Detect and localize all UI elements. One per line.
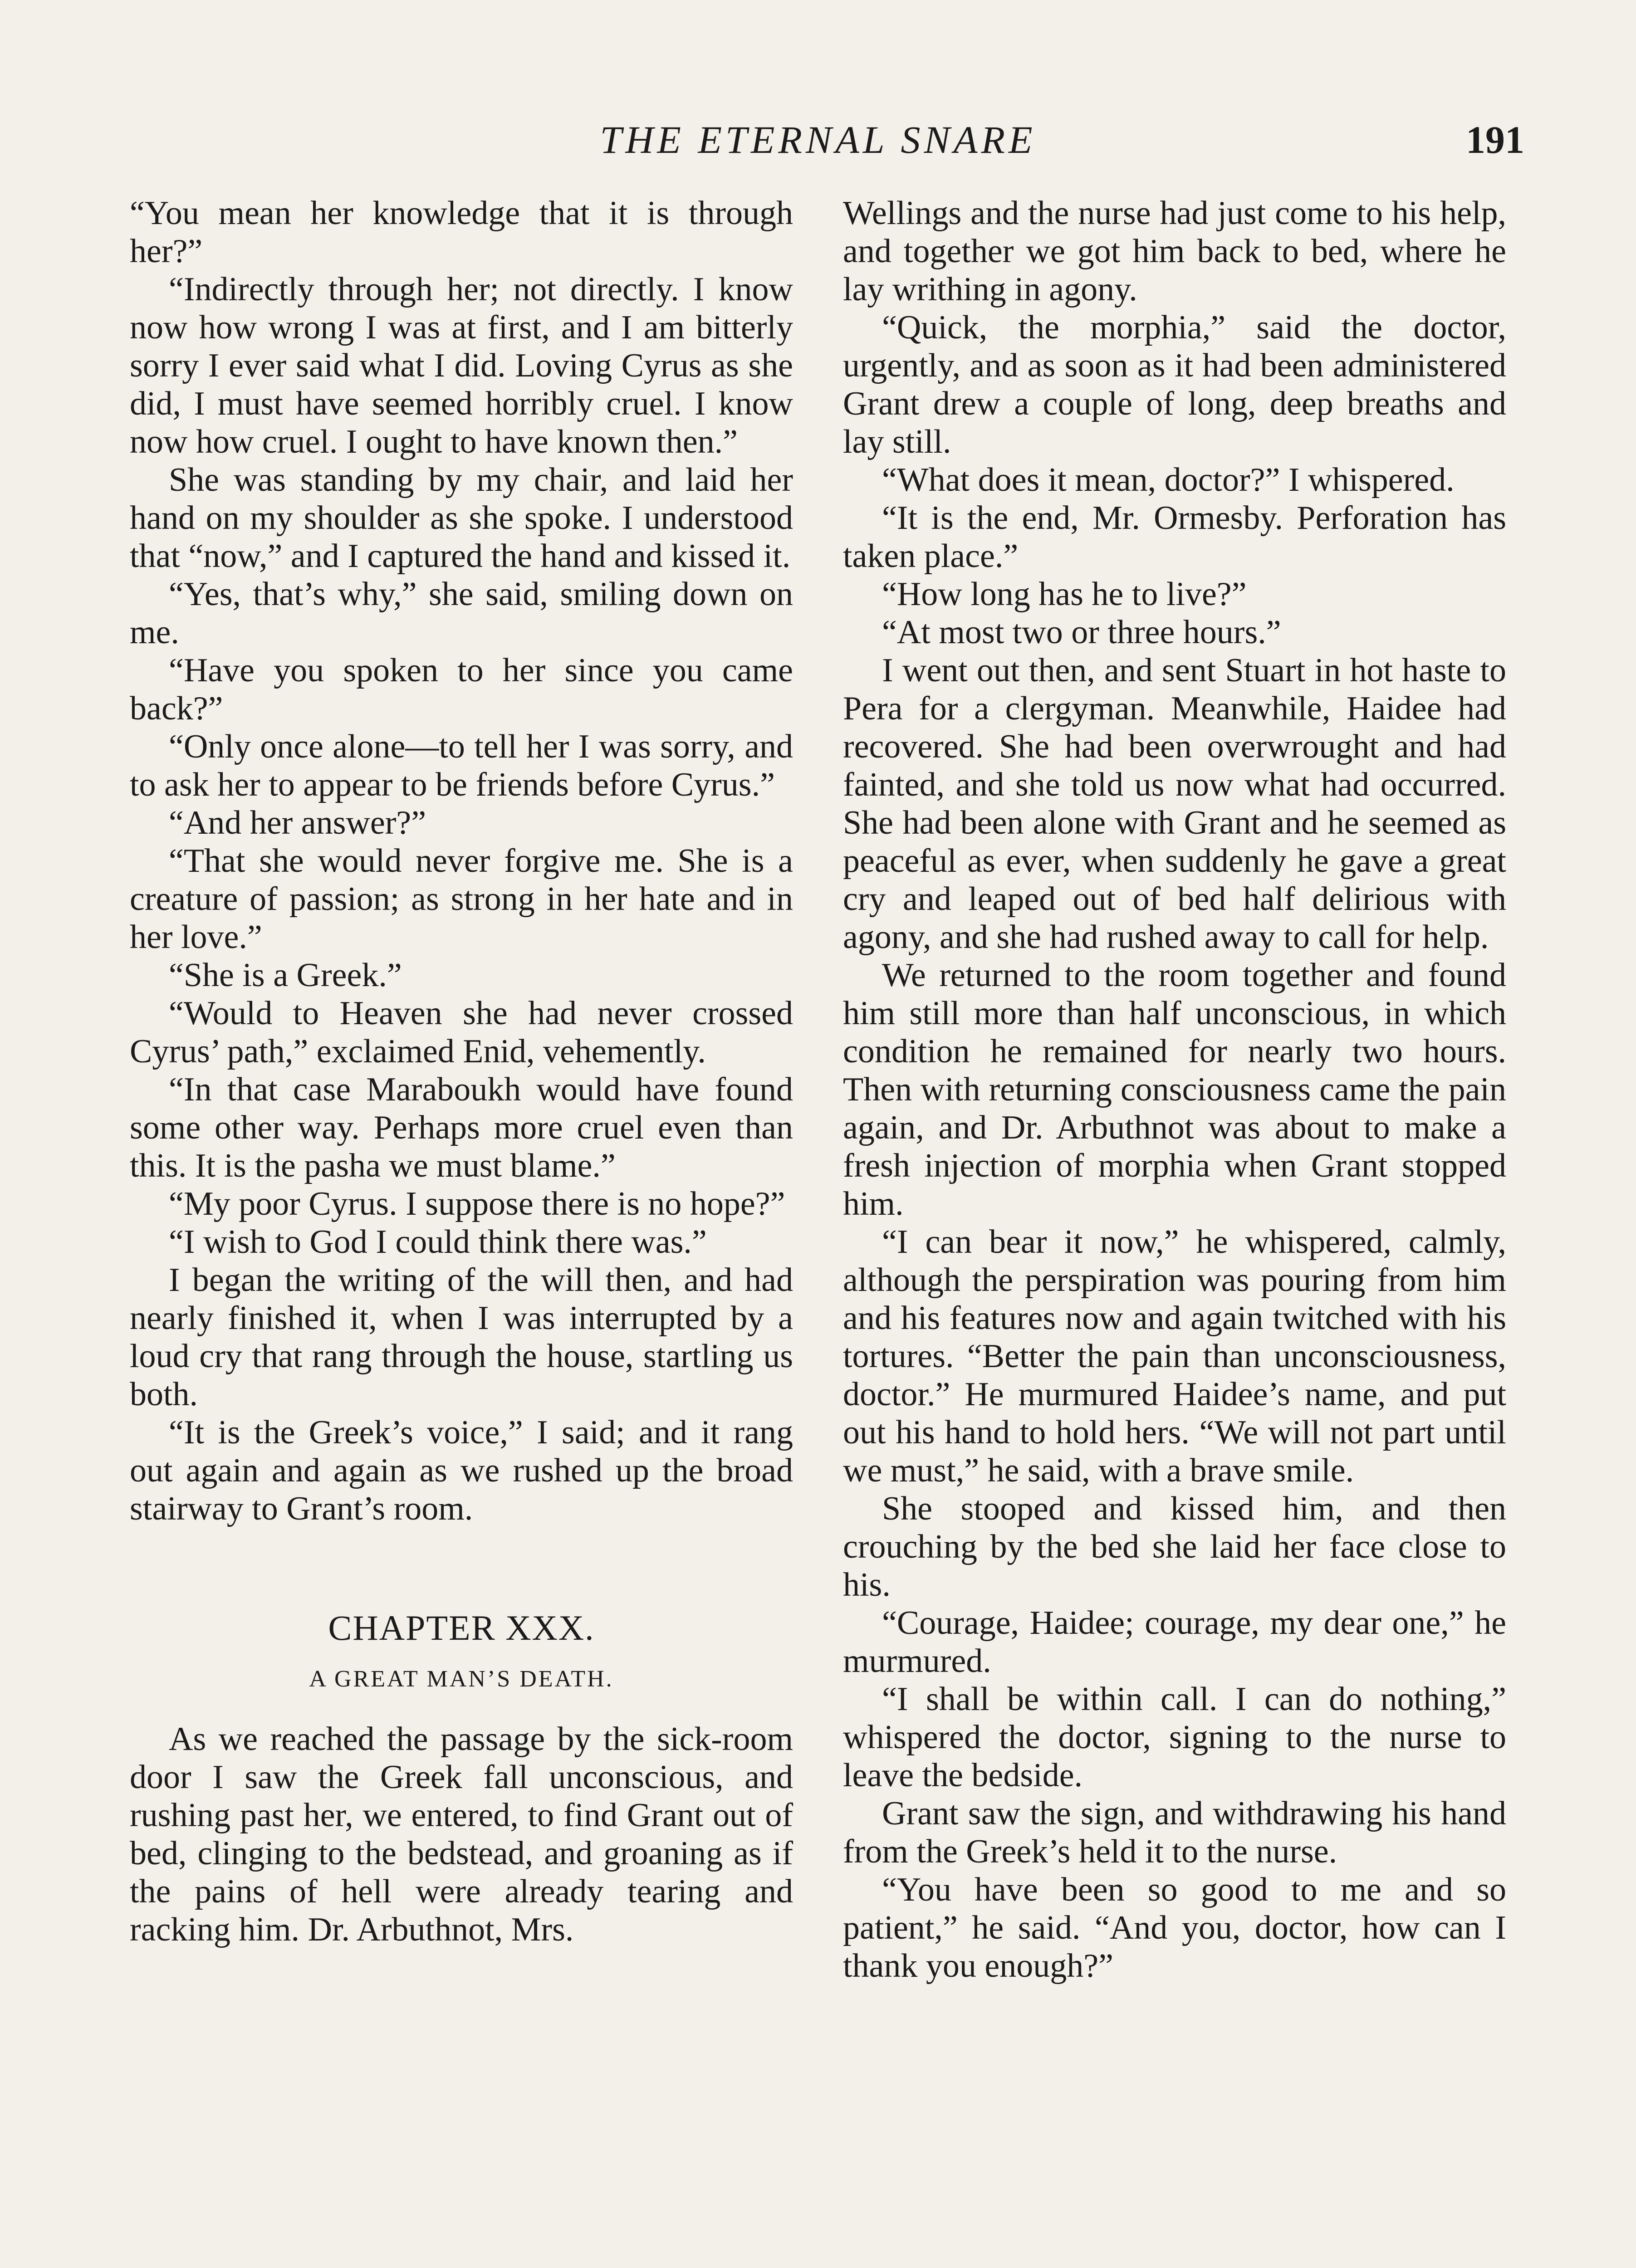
running-title: THE ETERNAL SNARE	[600, 118, 1036, 161]
paragraph: “Have you spoken to her since you came back?”	[130, 652, 793, 727]
paragraph: “She is a Greek.”	[169, 957, 402, 994]
paragraph: She was standing by my chair, and laid her hand on my shoulder as she spoke. I understood that “now,” and I captured the hand and kissed it.	[130, 461, 793, 575]
paragraph: She stooped and kissed him, and then crouching by the bed she laid her face close to his.	[843, 1490, 1506, 1603]
paragraph: I went out then, and sent Stuart in hot haste to Pera for a clergyman. Meanwhile, Haidee had recovered. She had been overwrought and had fainted, and she told us now what had occurred. She had been alone with Grant and he seemed as peaceful as ever, when suddenly he gave a great cry and leaped out of bed half delirious with agony, and she had rushed away to call for help.	[843, 652, 1506, 956]
paragraph: “It is the Greek’s voice,” I said; and it rang out again and again as we rushed up the broad stairway to Grant’s room.	[130, 1414, 793, 1527]
page-number: 191	[1466, 118, 1524, 161]
paragraph: “Courage, Haidee; courage, my dear one,” he murmured.	[843, 1604, 1506, 1680]
chapter-subtitle: A GREAT MAN’S DEATH.	[309, 1666, 614, 1692]
paragraph: “I wish to God I could think there was.”	[169, 1223, 707, 1261]
paragraph: “Quick, the morphia,” said the doctor, urgently, and as soon as it had been administered Grant drew a couple of long, deep breaths and lay still.	[843, 309, 1506, 460]
paragraph: “How long has he to live?”	[882, 576, 1247, 613]
paragraph: “You have been so good to me and so patient,” he said. “And you, doctor, how can I thank you enough?”	[843, 1871, 1506, 1984]
paragraph: “I can bear it now,” he whispered, calmly, although the perspiration was pouring from him and his features now and again twitched with his tortures. “Better the pain than unconsciousness, doctor.” He murmured Haidee’s name, and put out his hand to hold hers. “We will not part until we must,” he said, with a brave smile.	[843, 1223, 1506, 1489]
paragraph: “Only once alone—to tell her I was sorry, and to ask her to appear to be friends before Cyrus.”	[130, 728, 793, 803]
paragraph: “My poor Cyrus. I suppose there is no hope?”	[169, 1185, 785, 1222]
paragraph: “I shall be within call. I can do nothing,” whispered the doctor, signing to the nurse to leave the bedside.	[843, 1681, 1506, 1794]
paragraph: Wellings and the nurse had just come to his help, and together we got him back to bed, where he lay writhing in agony.	[843, 195, 1506, 308]
left-column	[130, 194, 793, 1949]
right-column	[843, 194, 1506, 1985]
paragraph: We returned to the room together and found him still more than half unconscious, in which condition he remained for nearly two hours. Then with returning consciousness came the pain again, and Dr. Arbuthnot was about to make a fresh injection of morphia when Grant stopped him.	[843, 957, 1506, 1222]
paragraph: “Indirectly through her; not directly. I know now how wrong I was at first, and I am bitterly sorry I ever said what I did. Loving Cyrus as she did, I must have seemed horribly cruel. I know now how cruel. I ought to have known then.”	[130, 271, 793, 460]
paragraph: “That she would never forgive me. She is a creature of passion; as strong in her hate and in her love.”	[130, 842, 793, 956]
paragraph: As we reached the passage by the sick-room door I saw the Greek fall unconscious, and rushing past her, we entered, to find Grant out of bed, clinging to the bedstead, and groaning as if the pains of hell were already tearing and racking him. Dr. Arbuthnot, Mrs.	[130, 1721, 793, 1948]
paragraph: “And her answer?”	[169, 804, 426, 841]
paragraph: “You mean her knowledge that it is through her?”	[130, 195, 793, 270]
paragraph: “At most two or three hours.”	[882, 614, 1281, 651]
chapter-title: CHAPTER XXX.	[328, 1608, 595, 1647]
paragraph: “In that case Maraboukh would have found some other way. Perhaps more cruel even than this. It is the pasha we must blame.”	[130, 1071, 793, 1184]
paragraph: Grant saw the sign, and withdrawing his hand from the Greek’s held it to the nurse.	[843, 1795, 1506, 1870]
paragraph: I began the writing of the will then, and had nearly finished it, when I was interrupted by a loud cry that rang through the house, startling us both.	[130, 1261, 793, 1413]
paragraph: “What does it mean, doctor?” I whispered.	[882, 461, 1455, 499]
paragraph: “Yes, that’s why,” she said, smiling down on me.	[130, 576, 793, 651]
paragraph: “It is the end, Mr. Ormesby. Perforation has taken place.”	[843, 499, 1506, 575]
paragraph: “Would to Heaven she had never crossed Cyrus’ path,” exclaimed Enid, vehemently.	[130, 995, 793, 1070]
